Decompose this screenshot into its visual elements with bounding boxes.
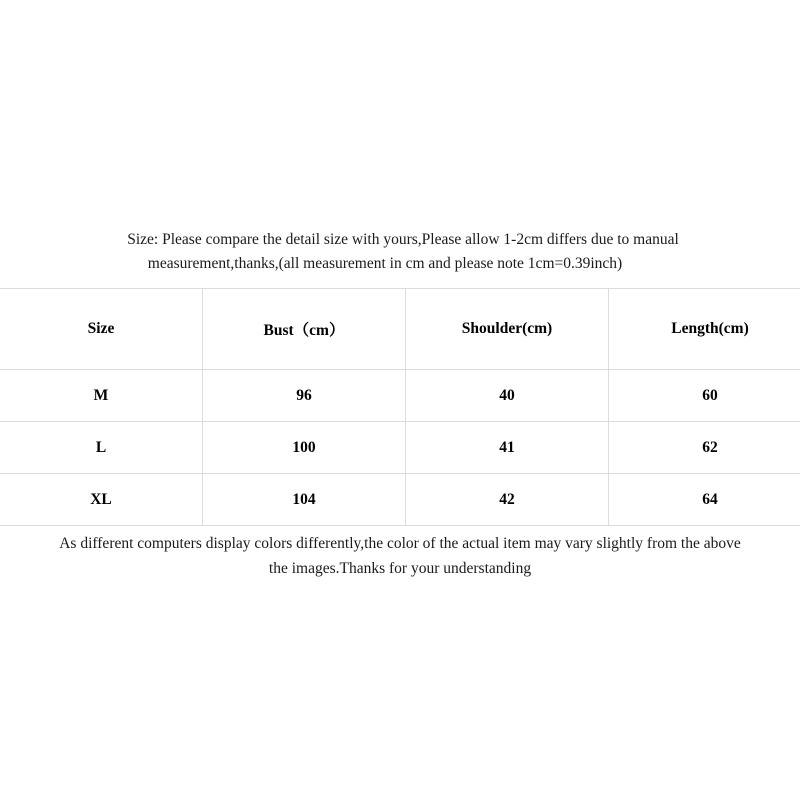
table-header-row [0,289,800,370]
column-header-length: Length(cm) [609,289,800,370]
cell-shoulder: 41 [406,422,609,474]
color-disclaimer [0,526,800,582]
size-table-body [0,370,800,526]
cell-length: 64 [609,474,800,526]
table-row [0,474,800,526]
intro-line-1: Size: Please compare the detail size with yours,Please allow 1-2cm differs due to manual [127,231,679,248]
table-row [0,422,800,474]
cell-bust: 96 [203,370,406,422]
cell-size: L [0,422,203,474]
cell-shoulder: 42 [406,474,609,526]
cell-length: 60 [609,370,800,422]
cell-shoulder: 40 [406,370,609,422]
table-row [0,370,800,422]
intro-line-2: measurement,thanks,(all measurement in cm and please note 1cm=0.39inch) [147,255,623,273]
column-header-shoulder: Shoulder(cm) [406,289,609,370]
cell-bust: 104 [203,474,406,526]
column-header-bust: Bust（cm） [203,289,406,370]
cell-size: M [0,370,203,422]
size-table-head [0,289,800,370]
column-header-size: Size [0,289,203,370]
cell-size: XL [0,474,203,526]
size-chart-content [0,228,800,582]
size-table [0,288,800,526]
footnote-line-2: the images.Thanks for your understanding [268,559,532,577]
footnote-line-1: As different computers display colors differently,the color of the actual item may vary slightly from the above [59,535,741,553]
cell-bust: 100 [203,422,406,474]
intro-note [0,228,800,276]
cell-length: 62 [609,422,800,474]
